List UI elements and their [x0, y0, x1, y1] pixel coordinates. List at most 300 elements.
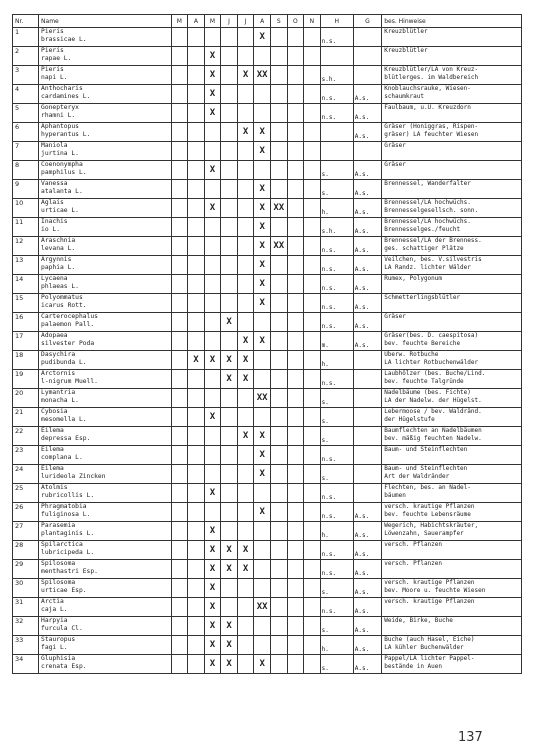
month-mark	[304, 256, 321, 275]
species-epithet: pudibunda L.	[41, 359, 87, 366]
month-mark: X	[221, 351, 238, 370]
month-mark: X	[254, 503, 271, 522]
month-mark	[287, 161, 304, 180]
month-mark	[171, 560, 188, 579]
month-mark: X	[204, 66, 221, 85]
genus-name: Atolmis	[41, 484, 68, 491]
month-mark	[237, 579, 254, 598]
month-mark: X	[254, 199, 271, 218]
table-row	[13, 161, 522, 180]
table-row	[13, 332, 522, 351]
month-mark	[204, 313, 221, 332]
month-mark	[188, 218, 205, 237]
month-mark: X	[221, 636, 238, 655]
table-row	[13, 484, 522, 503]
genus-name: Eilema	[41, 427, 64, 434]
category-g: A.s.	[353, 503, 381, 522]
species-name	[39, 484, 172, 503]
month-mark	[204, 427, 221, 446]
month-mark	[254, 522, 271, 541]
note-line: LA kühler Buchenwälder	[384, 644, 464, 651]
table-row	[13, 275, 522, 294]
note-line: gräser) LA feuchter Wiesen	[384, 131, 479, 138]
month-mark	[304, 47, 321, 66]
month-mark	[171, 541, 188, 560]
month-mark	[188, 142, 205, 161]
month-mark: X	[237, 427, 254, 446]
month-mark	[304, 484, 321, 503]
month-mark	[188, 408, 205, 427]
species-epithet: atalanta L.	[41, 188, 83, 195]
month-mark	[270, 66, 287, 85]
category-g: A.s.	[353, 256, 381, 275]
special-notes	[382, 104, 522, 123]
month-mark	[221, 408, 238, 427]
month-mark	[237, 313, 254, 332]
special-notes	[382, 636, 522, 655]
month-mark	[304, 161, 321, 180]
special-notes	[382, 28, 522, 47]
month-mark	[171, 389, 188, 408]
species-name	[39, 85, 172, 104]
genus-name: Anthocharis	[41, 85, 83, 92]
table-row	[13, 199, 522, 218]
month-mark	[287, 123, 304, 142]
special-notes	[382, 446, 522, 465]
species-epithet: mesomella L.	[41, 416, 87, 423]
month-mark	[254, 370, 271, 389]
month-mark	[188, 294, 205, 313]
month-mark	[287, 484, 304, 503]
note-line: versch. Pflanzen	[384, 560, 442, 567]
species-name	[39, 332, 172, 351]
row-number: 12	[13, 237, 39, 256]
month-mark	[204, 275, 221, 294]
row-number: 29	[13, 560, 39, 579]
genus-name: Maniola	[41, 142, 68, 149]
category-g: A.s.	[353, 180, 381, 199]
month-mark	[171, 484, 188, 503]
month-mark	[304, 313, 321, 332]
special-notes	[382, 617, 522, 636]
abundance-h: n.s.	[320, 446, 353, 465]
month-mark	[188, 313, 205, 332]
species-name	[39, 256, 172, 275]
month-mark: X	[204, 47, 221, 66]
month-mark	[287, 370, 304, 389]
category-g	[353, 446, 381, 465]
species-epithet: fuliginosa L.	[41, 511, 91, 518]
special-notes	[382, 522, 522, 541]
genus-name: Aphantopus	[41, 123, 79, 130]
month-mark	[237, 484, 254, 503]
month-mark	[221, 47, 238, 66]
month-mark	[171, 142, 188, 161]
row-number: 17	[13, 332, 39, 351]
month-mark	[204, 180, 221, 199]
category-g	[353, 66, 381, 85]
month-mark	[287, 237, 304, 256]
category-g	[353, 28, 381, 47]
species-name	[39, 142, 172, 161]
month-mark	[304, 389, 321, 408]
month-mark	[254, 85, 271, 104]
month-mark	[171, 256, 188, 275]
table-row	[13, 579, 522, 598]
month-mark	[237, 655, 254, 674]
month-mark	[188, 161, 205, 180]
species-epithet: lubricipeda L.	[41, 549, 95, 556]
species-name	[39, 28, 172, 47]
month-mark	[287, 465, 304, 484]
abundance-h: s.	[320, 655, 353, 674]
month-mark	[221, 484, 238, 503]
month-mark	[254, 104, 271, 123]
category-g: A.s.	[353, 294, 381, 313]
species-epithet: cardamines L.	[41, 93, 91, 100]
month-mark	[304, 541, 321, 560]
month-mark	[188, 655, 205, 674]
table-row	[13, 28, 522, 47]
month-mark: X	[204, 522, 221, 541]
month-mark	[304, 579, 321, 598]
table-row	[13, 503, 522, 522]
month-mark	[188, 237, 205, 256]
month-mark	[188, 598, 205, 617]
month-mark	[171, 161, 188, 180]
month-mark	[204, 294, 221, 313]
row-number: 22	[13, 427, 39, 446]
header-no: Nr.	[13, 15, 39, 28]
special-notes	[382, 503, 522, 522]
row-number: 7	[13, 142, 39, 161]
month-mark	[304, 237, 321, 256]
month-mark: X	[204, 161, 221, 180]
month-mark	[171, 332, 188, 351]
month-mark	[237, 161, 254, 180]
month-mark	[287, 85, 304, 104]
abundance-h: s.	[320, 180, 353, 199]
row-number: 25	[13, 484, 39, 503]
note-line: versch. krautige Pflanzen	[384, 579, 475, 586]
genus-name: Stauropus	[41, 636, 76, 643]
table-row	[13, 655, 522, 674]
category-g: A.s.	[353, 332, 381, 351]
table-row	[13, 370, 522, 389]
month-mark: X	[204, 85, 221, 104]
genus-name: Eilema	[41, 446, 64, 453]
category-g	[353, 465, 381, 484]
header-month: N	[304, 15, 321, 28]
month-mark	[204, 237, 221, 256]
month-mark	[287, 142, 304, 161]
month-mark	[237, 28, 254, 47]
genus-name: Pieris	[41, 28, 64, 35]
month-mark	[221, 427, 238, 446]
month-mark	[221, 579, 238, 598]
abundance-h: m.	[320, 332, 353, 351]
month-mark: X	[204, 541, 221, 560]
month-mark	[221, 598, 238, 617]
note-line: Faulbaum, u.U. Kreuzdorn	[384, 104, 471, 111]
month-mark	[221, 180, 238, 199]
month-mark	[287, 389, 304, 408]
note-line: Rumex, Polygonum	[384, 275, 442, 282]
month-mark	[287, 294, 304, 313]
row-number: 8	[13, 161, 39, 180]
header-h: H	[320, 15, 353, 28]
month-mark	[304, 28, 321, 47]
species-name	[39, 47, 172, 66]
special-notes	[382, 484, 522, 503]
special-notes	[382, 579, 522, 598]
species-name	[39, 560, 172, 579]
month-mark	[171, 180, 188, 199]
note-line: Kreuzblütler/LA von Kreuz-	[384, 66, 479, 73]
month-mark: X	[254, 294, 271, 313]
month-mark	[270, 85, 287, 104]
species-epithet: plantaginis L.	[41, 530, 95, 537]
special-notes	[382, 66, 522, 85]
species-epithet: io L.	[41, 226, 60, 233]
month-mark	[287, 104, 304, 123]
genus-name: Adopaea	[41, 332, 68, 339]
note-line: bev. feuchte Lebensräume	[384, 511, 471, 518]
species-name	[39, 408, 172, 427]
month-mark	[171, 237, 188, 256]
month-mark	[304, 142, 321, 161]
month-mark	[237, 47, 254, 66]
month-mark	[204, 142, 221, 161]
category-g: A.s.	[353, 579, 381, 598]
category-g	[353, 484, 381, 503]
table-row	[13, 237, 522, 256]
note-line: Nadelbäume (bes. Fichte)	[384, 389, 471, 396]
month-mark	[270, 313, 287, 332]
category-g: A.s.	[353, 218, 381, 237]
month-mark: X	[254, 427, 271, 446]
month-mark: X	[204, 104, 221, 123]
month-mark	[221, 256, 238, 275]
note-line: bev. mäßig feuchten Nadelw.	[384, 435, 482, 442]
row-number: 32	[13, 617, 39, 636]
month-mark	[270, 655, 287, 674]
month-mark	[237, 180, 254, 199]
category-g: A.s.	[353, 275, 381, 294]
row-number: 14	[13, 275, 39, 294]
month-mark	[304, 598, 321, 617]
abundance-h: s.	[320, 161, 353, 180]
month-mark	[237, 294, 254, 313]
special-notes	[382, 370, 522, 389]
genus-name: Spilosoma	[41, 560, 76, 567]
special-notes	[382, 161, 522, 180]
genus-name: Vanessa	[41, 180, 68, 187]
month-mark: X	[221, 655, 238, 674]
abundance-h: s.	[320, 617, 353, 636]
genus-name: Polyommatus	[41, 294, 83, 301]
category-g	[353, 47, 381, 66]
note-line: Gräser (Honiggras, Rispen-	[384, 123, 479, 130]
month-mark	[270, 370, 287, 389]
table-row	[13, 465, 522, 484]
month-mark	[221, 294, 238, 313]
month-mark	[270, 522, 287, 541]
month-mark	[304, 503, 321, 522]
category-g: A.s.	[353, 655, 381, 674]
month-mark	[304, 180, 321, 199]
month-mark	[237, 503, 254, 522]
category-g	[353, 408, 381, 427]
month-mark	[237, 85, 254, 104]
genus-name: Arctia	[41, 598, 64, 605]
genus-name: Cybosia	[41, 408, 68, 415]
month-mark: XX	[254, 66, 271, 85]
header-hints: bes. Hinweise	[382, 15, 522, 28]
month-mark	[171, 66, 188, 85]
month-mark	[270, 332, 287, 351]
month-mark	[270, 351, 287, 370]
table-row	[13, 541, 522, 560]
month-mark	[188, 503, 205, 522]
month-mark	[171, 199, 188, 218]
special-notes	[382, 237, 522, 256]
month-mark	[188, 275, 205, 294]
month-mark	[304, 446, 321, 465]
species-epithet: complana L.	[41, 454, 83, 461]
month-mark	[304, 465, 321, 484]
month-mark: X	[254, 123, 271, 142]
month-mark	[204, 389, 221, 408]
species-epithet: palaemon Pall.	[41, 321, 95, 328]
month-mark	[304, 617, 321, 636]
row-number: 13	[13, 256, 39, 275]
month-mark	[171, 370, 188, 389]
month-mark	[304, 522, 321, 541]
special-notes	[382, 275, 522, 294]
special-notes	[382, 332, 522, 351]
month-mark	[304, 636, 321, 655]
abundance-h: h.	[320, 351, 353, 370]
row-number: 2	[13, 47, 39, 66]
month-mark	[254, 47, 271, 66]
note-line: Brennesselges./feucht	[384, 226, 461, 233]
note-line: ges. schattiger Plätze	[384, 245, 464, 252]
row-number: 23	[13, 446, 39, 465]
note-line: Veilchen, bes. V.silvestris	[384, 256, 482, 263]
month-mark	[270, 161, 287, 180]
header-name: Name	[39, 15, 172, 28]
note-line: Gräser	[384, 142, 406, 149]
row-number: 30	[13, 579, 39, 598]
month-mark	[304, 655, 321, 674]
month-mark	[270, 484, 287, 503]
month-mark	[287, 408, 304, 427]
abundance-h: h.	[320, 636, 353, 655]
month-mark	[304, 351, 321, 370]
species-epithet: paphia L.	[41, 264, 76, 271]
month-mark: XX	[254, 598, 271, 617]
month-mark	[237, 636, 254, 655]
note-line: versch. Pflanzen	[384, 541, 442, 548]
row-number: 28	[13, 541, 39, 560]
genus-name: Lycaena	[41, 275, 68, 282]
month-mark	[287, 275, 304, 294]
month-mark	[287, 256, 304, 275]
species-epithet: pamphilus L.	[41, 169, 87, 176]
month-mark: X	[204, 617, 221, 636]
header-month: J	[237, 15, 254, 28]
month-mark	[188, 484, 205, 503]
month-mark: X	[237, 560, 254, 579]
month-mark	[237, 237, 254, 256]
row-number: 24	[13, 465, 39, 484]
row-number: 11	[13, 218, 39, 237]
table-row	[13, 47, 522, 66]
month-mark	[171, 85, 188, 104]
month-mark	[221, 389, 238, 408]
month-mark	[304, 66, 321, 85]
special-notes	[382, 541, 522, 560]
month-mark	[237, 218, 254, 237]
month-mark	[254, 161, 271, 180]
abundance-h: n.s.	[320, 28, 353, 47]
abundance-h: s.h.	[320, 66, 353, 85]
note-line: der Hügelstufe	[384, 416, 435, 423]
month-mark	[237, 104, 254, 123]
month-mark	[221, 199, 238, 218]
month-mark	[221, 465, 238, 484]
month-mark: X	[254, 332, 271, 351]
month-mark: X	[237, 66, 254, 85]
species-name	[39, 522, 172, 541]
month-mark	[270, 47, 287, 66]
note-line: Wegerich, Habichtskräuter,	[384, 522, 479, 529]
month-mark: XX	[254, 389, 271, 408]
month-mark	[237, 617, 254, 636]
month-mark	[171, 351, 188, 370]
genus-name: Araschnia	[41, 237, 76, 244]
month-mark: X	[188, 351, 205, 370]
genus-name: Aglais	[41, 199, 64, 206]
month-mark	[171, 47, 188, 66]
table-row	[13, 389, 522, 408]
month-mark	[304, 275, 321, 294]
abundance-h	[320, 47, 353, 66]
species-name	[39, 541, 172, 560]
month-mark	[204, 446, 221, 465]
abundance-h: s.h.	[320, 218, 353, 237]
month-mark	[188, 180, 205, 199]
special-notes	[382, 655, 522, 674]
month-mark	[237, 389, 254, 408]
special-notes	[382, 408, 522, 427]
month-mark	[188, 560, 205, 579]
species-epithet: silvester Poda	[41, 340, 95, 347]
month-mark	[287, 560, 304, 579]
month-mark	[171, 427, 188, 446]
month-mark	[188, 389, 205, 408]
species-name	[39, 370, 172, 389]
category-g: A.s.	[353, 522, 381, 541]
species-epithet: icarus Rott.	[41, 302, 87, 309]
month-mark	[254, 541, 271, 560]
month-mark	[254, 579, 271, 598]
month-mark	[204, 370, 221, 389]
month-mark: XX	[270, 237, 287, 256]
month-mark: X	[254, 256, 271, 275]
row-number: 31	[13, 598, 39, 617]
